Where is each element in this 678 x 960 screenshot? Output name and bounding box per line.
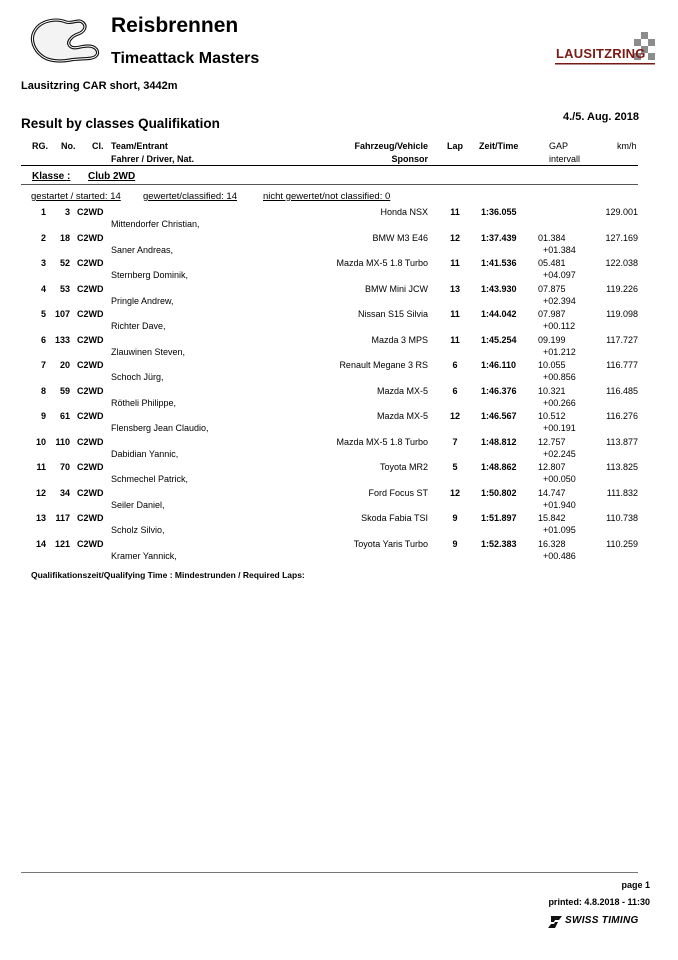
row-no: 52 bbox=[59, 258, 70, 268]
row-driver: Scholz Silvio, bbox=[111, 525, 165, 535]
col-sponsor: Sponsor bbox=[391, 154, 428, 164]
row-no: 53 bbox=[59, 284, 70, 294]
row-lap: 12 bbox=[449, 488, 460, 498]
row-gap: 10.321 bbox=[538, 386, 566, 396]
row-gap: 10.055 bbox=[538, 360, 566, 370]
row-interval: +02.394 bbox=[543, 296, 576, 306]
row-driver: Seiler Daniel, bbox=[111, 500, 165, 510]
row-gap: 07.987 bbox=[538, 309, 566, 319]
row-vehicle: Skoda Fabia TSI bbox=[361, 513, 428, 523]
row-vehicle: Mazda 3 MPS bbox=[371, 335, 428, 345]
printed-timestamp: printed: 4.8.2018 - 11:30 bbox=[548, 897, 650, 907]
row-interval: +00.112 bbox=[543, 321, 576, 331]
row-kmh: 110.738 bbox=[606, 513, 638, 523]
row-cl: C2WD bbox=[77, 258, 104, 268]
row-driver: Mittendorfer Christian, bbox=[111, 219, 200, 229]
track-logo bbox=[26, 16, 102, 68]
row-time: 1:52.383 bbox=[481, 539, 517, 549]
row-kmh: 119.226 bbox=[606, 284, 638, 294]
row-lap: 11 bbox=[450, 258, 460, 268]
footer-divider bbox=[21, 872, 638, 873]
row-vehicle: Mazda MX-5 1.8 Turbo bbox=[336, 258, 428, 268]
row-driver: Saner Andreas, bbox=[111, 245, 174, 255]
row-lap: 7 bbox=[452, 437, 458, 447]
page-number: page 1 bbox=[621, 880, 650, 890]
row-cl: C2WD bbox=[77, 411, 104, 421]
row-time: 1:48.862 bbox=[481, 462, 517, 472]
class-divider bbox=[21, 184, 638, 185]
row-time: 1:41.536 bbox=[481, 258, 517, 268]
row-driver: Zlauwinen Steven, bbox=[111, 347, 186, 357]
row-rg: 1 bbox=[40, 207, 46, 217]
row-cl: C2WD bbox=[77, 284, 104, 294]
row-cl: C2WD bbox=[77, 539, 104, 549]
track-info: Lausitzring CAR short, 3442m bbox=[21, 80, 178, 92]
row-kmh: 113.825 bbox=[606, 462, 638, 472]
row-lap: 11 bbox=[450, 335, 460, 345]
row-kmh: 117.727 bbox=[606, 335, 638, 345]
row-time: 1:50.802 bbox=[481, 488, 517, 498]
col-vehicle: Fahrzeug/Vehicle bbox=[354, 141, 428, 151]
row-vehicle: Toyota MR2 bbox=[379, 462, 428, 472]
class-label: Klasse : bbox=[32, 171, 71, 182]
row-vehicle: Mazda MX-5 bbox=[376, 411, 428, 421]
row-cl: C2WD bbox=[77, 309, 104, 319]
row-cl: C2WD bbox=[77, 360, 104, 370]
row-kmh: 113.877 bbox=[606, 437, 638, 447]
row-cl: C2WD bbox=[77, 233, 104, 243]
row-vehicle: Mazda MX-5 1.8 Turbo bbox=[336, 437, 428, 447]
row-time: 1:46.110 bbox=[481, 360, 517, 370]
row-kmh: 116.777 bbox=[606, 360, 638, 370]
not-classified-count: nicht gewertet/not classified: 0 bbox=[263, 191, 391, 202]
row-driver: Pringle Andrew, bbox=[111, 296, 174, 306]
row-no: 117 bbox=[55, 513, 70, 523]
row-no: 107 bbox=[54, 309, 70, 319]
row-interval: +02.245 bbox=[543, 449, 576, 459]
row-driver: Schmechel Patrick, bbox=[111, 474, 189, 484]
row-driver: Rötheli Philippe, bbox=[111, 398, 177, 408]
event-title: Reisbrennen bbox=[111, 14, 239, 37]
col-rg: RG. bbox=[32, 141, 49, 151]
row-interval: +00.191 bbox=[543, 423, 576, 433]
row-time: 1:43.930 bbox=[481, 284, 517, 294]
row-rg: 7 bbox=[40, 360, 46, 370]
row-vehicle: Toyota Yaris Turbo bbox=[353, 539, 428, 549]
row-lap: 12 bbox=[449, 411, 460, 421]
lausitzring-logo-text: LAUSITZRING bbox=[556, 46, 646, 61]
row-gap: 10.512 bbox=[538, 411, 566, 421]
row-gap: 14.747 bbox=[538, 488, 566, 498]
row-kmh: 119.098 bbox=[606, 309, 638, 319]
row-cl: C2WD bbox=[77, 462, 104, 472]
row-no: 70 bbox=[59, 462, 70, 472]
col-kmh: km/h bbox=[617, 141, 637, 151]
row-lap: 9 bbox=[452, 513, 458, 523]
col-driver: Fahrer / Driver, Nat. bbox=[111, 154, 195, 164]
row-no: 121 bbox=[54, 539, 70, 549]
row-rg: 3 bbox=[40, 258, 46, 268]
row-time: 1:44.042 bbox=[481, 309, 517, 319]
row-rg: 10 bbox=[35, 437, 46, 447]
row-lap: 9 bbox=[452, 539, 458, 549]
header-divider bbox=[21, 165, 638, 166]
row-gap: 05.481 bbox=[538, 258, 566, 268]
row-interval: +00.050 bbox=[543, 474, 576, 484]
row-time: 1:37.439 bbox=[481, 233, 517, 243]
class-name: Club 2WD bbox=[88, 171, 136, 182]
col-interval: intervall bbox=[549, 154, 581, 164]
col-lap: Lap bbox=[447, 141, 464, 151]
row-rg: 13 bbox=[35, 513, 46, 523]
row-time: 1:46.376 bbox=[481, 386, 517, 396]
swiss-timing-icon bbox=[548, 916, 562, 928]
row-lap: 5 bbox=[452, 462, 458, 472]
row-cl: C2WD bbox=[77, 207, 104, 217]
row-rg: 9 bbox=[40, 411, 46, 421]
row-no: 18 bbox=[59, 233, 70, 243]
row-driver: Flensberg Jean Claudio, bbox=[111, 423, 209, 433]
row-vehicle: BMW M3 E46 bbox=[372, 233, 428, 243]
col-gap: GAP bbox=[549, 141, 569, 151]
row-gap: 12.807 bbox=[538, 462, 566, 472]
row-cl: C2WD bbox=[77, 513, 104, 523]
row-kmh: 116.485 bbox=[606, 386, 638, 396]
row-interval: +01.940 bbox=[543, 500, 576, 510]
col-cl: Cl. bbox=[92, 141, 104, 151]
row-vehicle: Mazda MX-5 bbox=[376, 386, 428, 396]
row-interval: +01.212 bbox=[543, 347, 576, 357]
row-driver: Kramer Yannick, bbox=[111, 551, 177, 561]
col-time: Zeit/Time bbox=[479, 141, 519, 151]
row-interval: +00.486 bbox=[543, 551, 576, 561]
row-interval: +00.856 bbox=[543, 372, 576, 382]
row-gap: 09.199 bbox=[538, 335, 566, 345]
classified-count: gewertet/classified: 14 bbox=[143, 191, 237, 202]
row-kmh: 122.038 bbox=[605, 258, 638, 268]
qualifying-note: Qualifikationszeit/Qualifying Time : Mindestrunden / Required Laps: bbox=[31, 570, 305, 580]
row-rg: 8 bbox=[40, 386, 46, 396]
row-rg: 4 bbox=[40, 284, 46, 294]
event-date: 4./5. Aug. 2018 bbox=[562, 111, 639, 123]
row-rg: 2 bbox=[40, 233, 46, 243]
row-lap: 13 bbox=[449, 284, 460, 294]
row-no: 61 bbox=[59, 411, 70, 421]
row-driver: Richter Dave, bbox=[111, 321, 166, 331]
row-lap: 11 bbox=[450, 309, 460, 319]
row-time: 1:46.567 bbox=[481, 411, 517, 421]
row-no: 3 bbox=[64, 207, 70, 217]
result-title: Result by classes Qualifikation bbox=[21, 116, 220, 131]
row-no: 133 bbox=[54, 335, 70, 345]
row-no: 20 bbox=[59, 360, 70, 370]
row-cl: C2WD bbox=[77, 386, 104, 396]
event-subtitle: Timeattack Masters bbox=[111, 50, 260, 67]
col-team: Team/Entrant bbox=[111, 141, 168, 151]
col-no: No. bbox=[61, 141, 76, 151]
row-interval: +01.384 bbox=[543, 245, 576, 255]
row-gap: 01.384 bbox=[538, 233, 566, 243]
row-vehicle: Nissan S15 Silvia bbox=[357, 309, 428, 319]
row-lap: 6 bbox=[452, 386, 458, 396]
row-kmh: 129.001 bbox=[605, 207, 638, 217]
row-kmh: 127.169 bbox=[605, 233, 638, 243]
row-time: 1:45.254 bbox=[481, 335, 517, 345]
row-lap: 6 bbox=[452, 360, 458, 370]
row-lap: 11 bbox=[450, 207, 460, 217]
row-kmh: 111.832 bbox=[606, 488, 638, 498]
row-rg: 6 bbox=[40, 335, 46, 345]
row-rg: 11 bbox=[36, 462, 46, 472]
row-rg: 14 bbox=[35, 539, 46, 549]
row-cl: C2WD bbox=[77, 335, 104, 345]
row-interval: +00.266 bbox=[543, 398, 576, 408]
row-no: 34 bbox=[59, 488, 70, 498]
row-no: 110 bbox=[55, 437, 70, 447]
row-gap: 12.757 bbox=[538, 437, 566, 447]
row-driver: Sternberg Dominik, bbox=[111, 270, 189, 280]
row-time: 1:48.812 bbox=[481, 437, 517, 447]
row-time: 1:51.897 bbox=[481, 513, 517, 523]
row-driver: Schoch Jürg, bbox=[111, 372, 164, 382]
row-time: 1:36.055 bbox=[481, 207, 517, 217]
row-gap: 15.842 bbox=[538, 513, 566, 523]
row-vehicle: Renault Megane 3 RS bbox=[339, 360, 428, 370]
row-gap: 16.328 bbox=[538, 539, 566, 549]
row-vehicle: Honda NSX bbox=[380, 207, 428, 217]
row-no: 59 bbox=[59, 386, 70, 396]
row-vehicle: Ford Focus ST bbox=[368, 488, 428, 498]
row-gap: 07.875 bbox=[538, 284, 566, 294]
row-cl: C2WD bbox=[77, 488, 104, 498]
row-interval: +01.095 bbox=[543, 525, 576, 535]
row-kmh: 116.276 bbox=[606, 411, 638, 421]
started-count: gestartet / started: 14 bbox=[31, 191, 121, 202]
row-cl: C2WD bbox=[77, 437, 104, 447]
row-vehicle: BMW Mini JCW bbox=[365, 284, 428, 294]
row-driver: Dabidian Yannic, bbox=[111, 449, 179, 459]
row-kmh: 110.259 bbox=[606, 539, 638, 549]
swiss-timing-text: SWISS TIMING bbox=[565, 915, 639, 926]
row-rg: 5 bbox=[40, 309, 46, 319]
row-rg: 12 bbox=[35, 488, 46, 498]
row-lap: 12 bbox=[449, 233, 460, 243]
row-interval: +04.097 bbox=[543, 270, 576, 280]
